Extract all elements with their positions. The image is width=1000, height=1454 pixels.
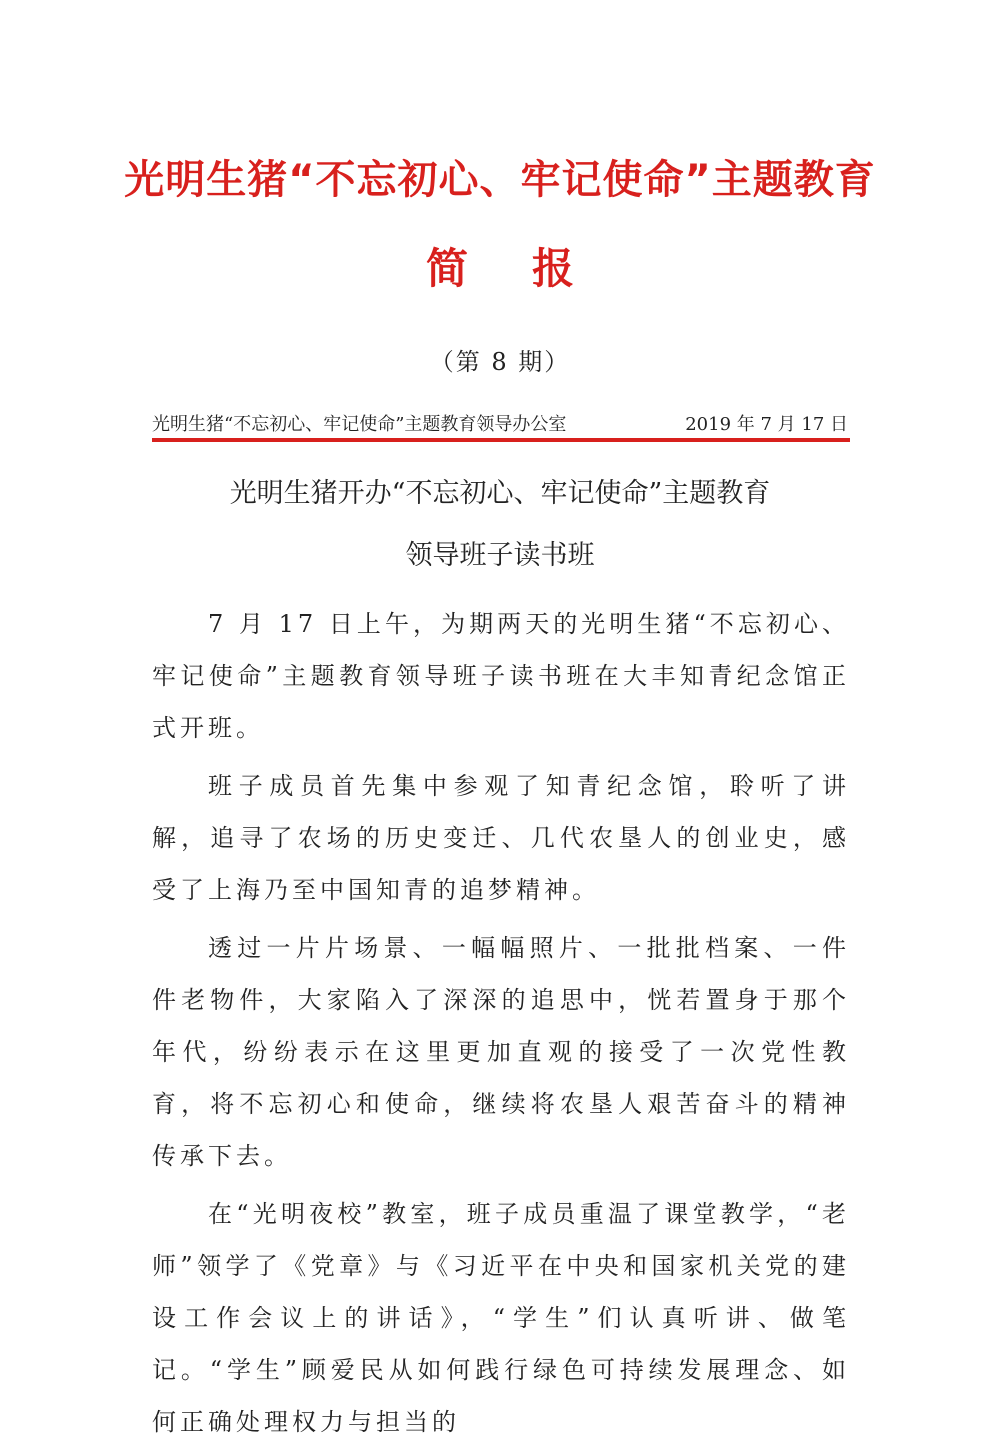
bulletin-title: 光明生猪“不忘初心、牢记使命”主题教育 xyxy=(124,157,876,203)
bulletin-subtitle: 简报 xyxy=(425,244,638,293)
paragraph: 在“光明夜校”教室，班子成员重温了课堂教学，“老师”领学了《党章》与《习近平在中央和国家机关党的建设工作会议上的讲话》，“学生”们认真听讲、做笔记。“学生”顾爱民从如何践行绿色可持续发展理念、如何正确处理权力与担当的 xyxy=(152,1200,850,1436)
article-headline-line2: 领导班子读书班 xyxy=(405,540,595,571)
issue-date: 2019 年 7 月 17 日 xyxy=(685,414,848,435)
article-body xyxy=(152,598,850,1454)
red-divider-line xyxy=(152,438,850,442)
paragraph: 透过一片片场景、一幅幅照片、一批批档案、一件件老物件，大家陷入了深深的追思中，恍若置身于那个年代，纷纷表示在这里更加直观的接受了一次党性教育，将不忘初心和使命，继续将农垦人艰苦奋斗的精神传承下去。 xyxy=(152,934,850,1170)
paragraph: 7 月 17 日上午，为期两天的光明生猪“不忘初心、牢记使命”主题教育领导班子读书班在大丰知青纪念馆正式开班。 xyxy=(152,610,850,742)
article-headline-line1: 光明生猪开办“不忘初心、牢记使命”主题教育 xyxy=(229,478,771,509)
paragraph: 班子成员首先集中参观了知青纪念馆，聆听了讲解，追寻了农场的历史变迁、几代农垦人的创业史，感受了上海乃至中国知青的追梦精神。 xyxy=(152,772,850,904)
issuing-office: 光明生猪“不忘初心、牢记使命”主题教育领导办公室 xyxy=(152,414,567,435)
issue-number: （第 8 期） xyxy=(429,348,571,376)
